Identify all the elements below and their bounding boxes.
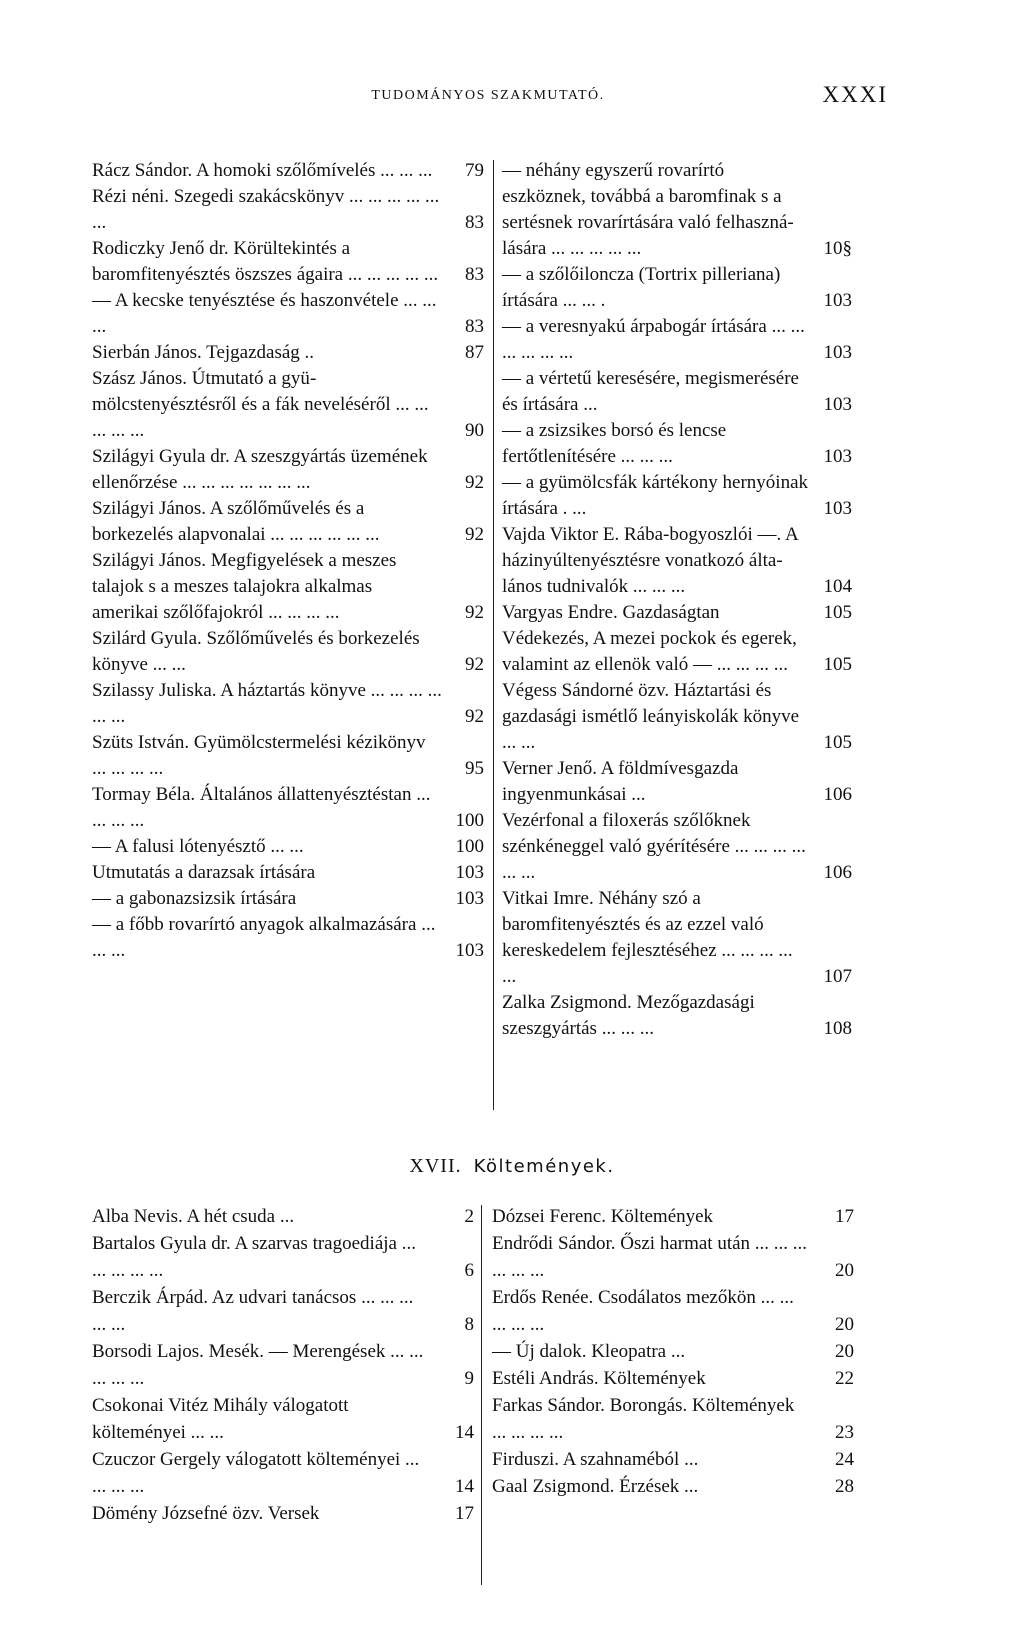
entry-page-number: 83 — [465, 264, 484, 285]
entry-page-number: 92 — [465, 602, 484, 623]
entry-text: — a gyümölcsfák kártékony hernyóinak írtására . ... — [502, 472, 809, 519]
entry-text: — néhány egyszerű rovarírtó eszköznek, továbbá a baromfinak s a sertésnek rovarírtására való felhasználására ... ... ... ... ... — [502, 160, 794, 259]
entry-text: Endrődi Sándor. Őszi harmat után ... ... ... ... ... ... — [492, 1233, 808, 1281]
entry-page-number: 90 — [465, 420, 484, 441]
entry-text: Gaal Zsigmond. Érzések ... — [492, 1476, 699, 1497]
index-entry — [502, 158, 852, 262]
entry-page-number: 100 — [455, 810, 484, 831]
entry-page-number: 107 — [823, 966, 852, 987]
index-entry — [502, 418, 852, 470]
index-entry — [92, 1230, 474, 1284]
entry-text: Erdős Renée. Csodálatos mezőkön ... ... ... ... ... — [492, 1287, 794, 1335]
entry-text: Vezérfonal a filoxerás szőlőknek szénkéneggel való gyérítésére ... ... ... ... ... ... — [502, 810, 806, 883]
index-entry — [92, 834, 484, 860]
entry-page-number: 105 — [823, 602, 852, 623]
index-entry — [92, 1392, 474, 1446]
section-name: Költemények. — [473, 1156, 615, 1177]
entry-text: Védekezés, A mezei pockok és egerek, valamint az ellenök való — ... ... ... ... — [502, 628, 797, 675]
index-entry — [92, 548, 484, 626]
section-number: XVII. — [409, 1155, 462, 1177]
entry-page-number: 92 — [465, 706, 484, 727]
entry-text: Utmutatás a darazsak írtására — [92, 862, 316, 883]
column-rule — [481, 1205, 482, 1585]
index-entry — [502, 470, 852, 522]
entry-page-number: 103 — [823, 498, 852, 519]
entry-text: Dózsei Ferenc. Költemények — [492, 1206, 714, 1227]
index-entry — [492, 1284, 854, 1338]
entry-text: Szilágyi Gyula dr. A szeszgyártás üzemének ellenőrzése ... ... ... ... ... ... ... — [92, 446, 428, 493]
index-entry — [92, 860, 484, 886]
entry-page-number: 92 — [465, 524, 484, 545]
entry-text: — A kecske tenyésztése és haszonvétele ... ... ... — [92, 290, 437, 337]
index-entry — [502, 808, 852, 886]
entry-page-number: 87 — [465, 342, 484, 363]
entry-page-number: 103 — [823, 446, 852, 467]
index-entry — [92, 184, 484, 236]
entry-page-number: 103 — [455, 862, 484, 883]
index-entry — [92, 288, 484, 340]
index-entry — [92, 782, 484, 834]
index-entry — [92, 340, 484, 366]
entry-page-number: 14 — [455, 1476, 474, 1497]
entry-page-number: 79 — [465, 160, 484, 181]
entry-page-number: 20 — [835, 1341, 854, 1362]
entry-text: Rézi néni. Szegedi szakácskönyv ... ... ... ... ... ... — [92, 186, 440, 233]
index-entry — [492, 1338, 854, 1365]
index-entry — [92, 158, 484, 184]
entry-text: Szüts István. Gyümölcstermelési kézikönyv ... ... ... ... — [92, 732, 426, 779]
entry-page-number: 9 — [464, 1368, 474, 1389]
entry-text: Rácz Sándor. A homoki szőlőmívelés ... ... ... — [92, 160, 433, 181]
index-entry — [492, 1473, 854, 1500]
entry-text: Zalka Zsigmond. Mezőgazdasági szeszgyártás ... ... ... — [502, 992, 755, 1039]
entry-text: Bartalos Gyula dr. A szarvas tragoediája ... ... ... ... ... — [92, 1233, 416, 1281]
index-entry — [502, 886, 852, 990]
column-rule — [493, 160, 494, 1110]
entry-text: Vargyas Endre. Gazdaságtan — [502, 602, 720, 623]
entry-text: Csokonai Vitéz Mihály válogatott költeményei ... ... — [92, 1395, 349, 1443]
entry-page-number: 17 — [835, 1206, 854, 1227]
entry-page-number: 20 — [835, 1260, 854, 1281]
entry-text: — a zsizsikes borsó és lencse fertőtlenítésére ... ... ... — [502, 420, 727, 467]
index-entry — [502, 600, 852, 626]
index-entry — [492, 1446, 854, 1473]
entry-text: — a szőlőilonсza (Tortrix pilleriana) írtására ... ... . — [502, 264, 781, 311]
entry-page-number: 83 — [465, 212, 484, 233]
running-title: TUDOMÁNYOS SZAKMUTATÓ. — [371, 88, 605, 103]
index-entry — [492, 1392, 854, 1446]
entry-text: Estéli András. Költemények — [492, 1368, 706, 1389]
entry-text: Végess Sándorné özv. Háztartási és gazdasági ismétlő leányiskolák könyve ... ... — [502, 680, 800, 753]
entry-page-number: 10§ — [823, 238, 852, 259]
page-header — [88, 82, 888, 112]
index-column-left — [92, 158, 484, 964]
index-entry — [502, 626, 852, 678]
entry-page-number: 103 — [823, 342, 852, 363]
entry-text: Vitkai Imre. Néhány szó a baromfitenyésztés és az ezzel való kereskedelem fejlesztéséhez ... ... ... ... ... — [502, 888, 793, 987]
entry-text: — a vértetű keresésére, megismerésére és írtására ... — [502, 368, 799, 415]
entry-page-number: 100 — [455, 836, 484, 857]
index-entry — [92, 912, 484, 964]
entry-text: Farkas Sándor. Borongás. Költemények ... ... ... ... — [492, 1395, 795, 1443]
entry-page-number: 103 — [823, 290, 852, 311]
entry-text: — a főbb rovarírtó anyagok alkalmazására ... ... ... — [92, 914, 436, 961]
entry-page-number: 103 — [455, 940, 484, 961]
entry-text: Szilassy Juliska. A háztartás könyve ... ... ... ... ... ... — [92, 680, 442, 727]
entry-text: Verner Jenő. A földmívesgazda ingyenmunkásai ... — [502, 758, 739, 805]
entry-page-number: 106 — [823, 784, 852, 805]
entry-text: — a veresnyakú árpabogár írtására ... ... ... ... ... ... — [502, 316, 805, 363]
entry-text: Firduszi. A szahnaméból ... — [492, 1449, 699, 1470]
entry-page-number: 17 — [455, 1503, 474, 1524]
entry-text: — A falusi lótenyésztő ... ... — [92, 836, 304, 857]
index-entry — [92, 496, 484, 548]
index-entry — [92, 730, 484, 782]
index-entry — [92, 1338, 474, 1392]
entry-text: Szilágyi János. Megfigyelések a meszes talajok s a meszes talajokra alkalmas amerikai szőlőfajokról ... ... ... ... — [92, 550, 397, 623]
page-number: XXXI — [822, 82, 888, 107]
index-entry — [92, 366, 484, 444]
entry-page-number: 95 — [465, 758, 484, 779]
entry-text: — a gabonazsizsik írtására — [92, 888, 297, 909]
entry-text: Szász János. Útmutató a gyümölcstenyésztésről és a fák neveléséről ... ... ... ... ... — [92, 368, 429, 441]
entry-page-number: 108 — [823, 1018, 852, 1039]
index-entry — [502, 990, 852, 1042]
entry-page-number: 103 — [823, 394, 852, 415]
entry-page-number: 104 — [823, 576, 852, 597]
entry-text: Szilágyi János. A szőlőművelés és a borkezelés alapvonalai ... ... ... ... ... ... — [92, 498, 380, 545]
entry-text: Borsodi Lajos. Mesék. — Merengések ... ... ... ... ... — [92, 1341, 424, 1389]
entry-text: — Új dalok. Kleopatra ... — [492, 1341, 686, 1362]
index-entry — [502, 366, 852, 418]
entry-text: Vajda Viktor E. Rába-bogyoszlói —. A házinyúltenyésztésre vonatkozó általános tudnivalók ... ... ... — [502, 524, 798, 597]
index-entry — [492, 1230, 854, 1284]
index-entry — [92, 236, 484, 288]
index-entry — [502, 262, 852, 314]
index-entry — [92, 1203, 474, 1230]
entry-page-number: 6 — [464, 1260, 474, 1281]
entry-page-number: 23 — [835, 1422, 854, 1443]
index-entry — [92, 886, 484, 912]
entry-text: Berczik Árpád. Az udvari tanácsos ... ... ... ... ... — [92, 1287, 414, 1335]
index-entry — [502, 756, 852, 808]
entry-page-number: 105 — [823, 654, 852, 675]
entry-page-number: 92 — [465, 472, 484, 493]
entry-text: Szilárd Gyula. Szőlőművelés és borkezelés könyve ... ... — [92, 628, 420, 675]
index-entry — [492, 1365, 854, 1392]
index-entry — [492, 1203, 854, 1230]
entry-page-number: 106 — [823, 862, 852, 883]
index-entry — [92, 626, 484, 678]
entry-page-number: 105 — [823, 732, 852, 753]
entry-text: Tormay Béla. Általános állattenyésztéstan ... ... ... ... — [92, 784, 431, 831]
entry-page-number: 14 — [455, 1422, 474, 1443]
poems-column-left — [92, 1203, 474, 1527]
index-entry — [92, 444, 484, 496]
entry-text: Czuczor Gergely válogatott költeményei ... ... ... ... — [92, 1449, 420, 1497]
index-entry — [92, 678, 484, 730]
entry-page-number: 20 — [835, 1314, 854, 1335]
index-entry — [92, 1284, 474, 1338]
entry-page-number: 92 — [465, 654, 484, 675]
entry-page-number: 83 — [465, 316, 484, 337]
index-entry — [502, 314, 852, 366]
poems-column-right — [492, 1203, 854, 1500]
index-entry — [92, 1446, 474, 1500]
entry-text: Dömény Józsefné özv. Versek — [92, 1503, 320, 1524]
index-column-right — [502, 158, 852, 1042]
entry-page-number: 24 — [835, 1449, 854, 1470]
index-entry — [502, 678, 852, 756]
entry-text: Alba Nevis. A hét csuda ... — [92, 1206, 295, 1227]
entry-page-number: 22 — [835, 1368, 854, 1389]
entry-page-number: 2 — [464, 1206, 474, 1227]
section-heading — [0, 1155, 1024, 1178]
entry-text: Rodiczky Jenő dr. Körültekintés a baromfitenyésztés öszszes ágaira ... ... ... ... ... — [92, 238, 439, 285]
entry-page-number: 28 — [835, 1476, 854, 1497]
index-entry — [92, 1500, 474, 1527]
entry-page-number: 103 — [455, 888, 484, 909]
entry-text: Sierbán János. Tejgazdaság .. — [92, 342, 315, 363]
entry-page-number: 8 — [464, 1314, 474, 1335]
index-entry — [502, 522, 852, 600]
